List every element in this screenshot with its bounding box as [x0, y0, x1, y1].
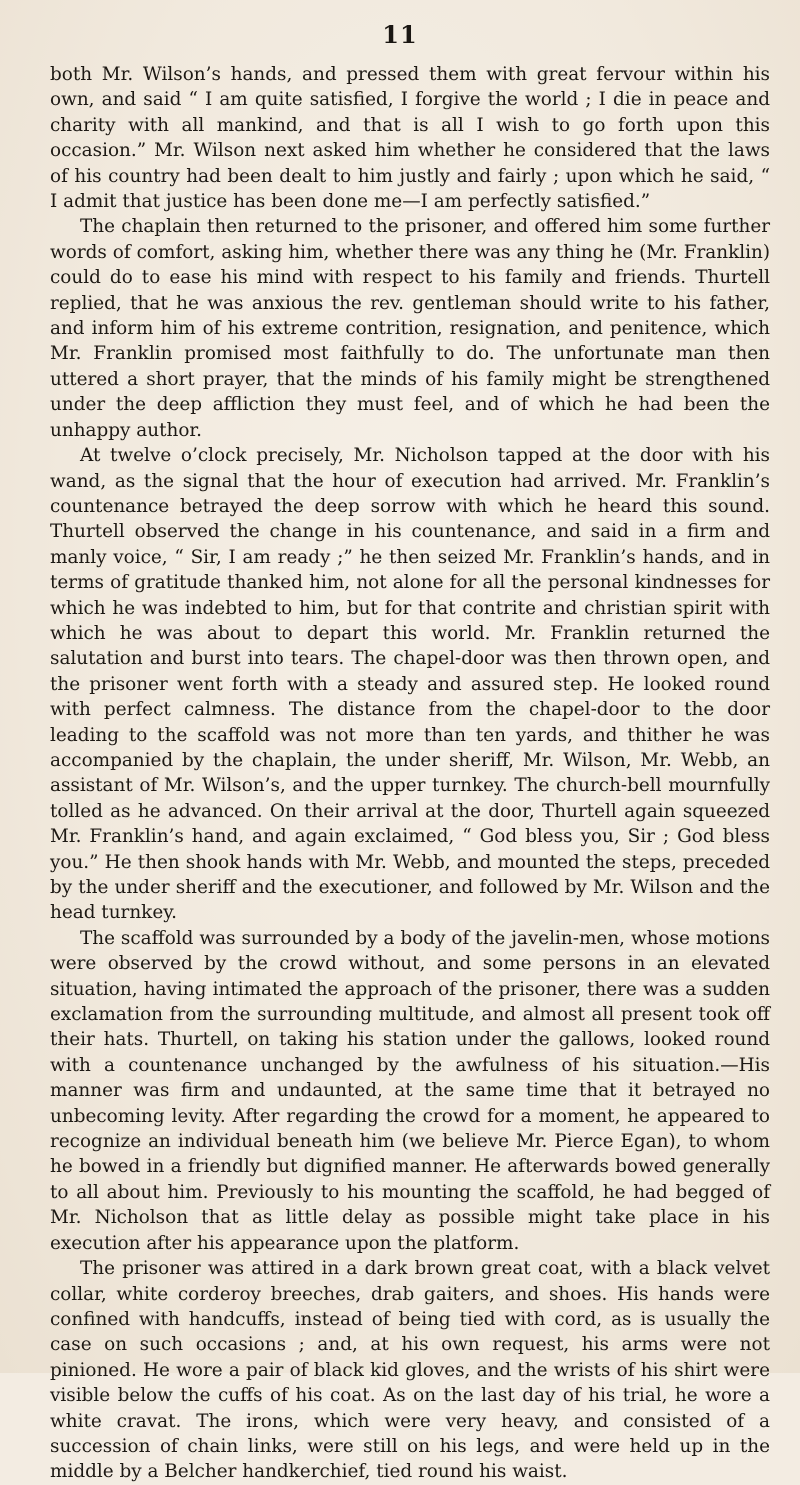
paragraph-attire: The prisoner was attired in a dark brown great coat, with a black velvet collar, white corderoy breeches, drab gaiters, and shoes. His hands were confined with handcuffs, instead of being tied with cord, as is usually the case on such occasions ; and, at his own request, his arms were not pinioned. He wore a pair of black kid gloves, and the wrists of his shirt were visible below the cuffs of his coat. As on the last day of his trial, he wore a white cravat. The irons, which were very heavy, and consisted of a succession of chain links, were still on his legs, and were held up in the middle by a Belcher handkerchief, tied round his waist.	[50, 1258, 770, 1483]
paragraph-chaplain: The chaplain then returned to the prisoner, and offered him some further words of comfort, asking him, whether there was any thing he (Mr. Franklin) could do to ease his mind with respect to his family and friends. Thurtell replied, that he was anxious the rev. gentleman should write to his father, and inform him of his extreme contrition, resignation, and penitence, which Mr. Franklin promised most faithfully to do. The unfortunate man then uttered a short prayer, that the minds of his family might be strengthened under the deep affliction they must feel, and of which he had been the unhappy author.	[50, 216, 770, 441]
paragraph-twelve-oclock: At twelve o’clock precisely, Mr. Nicholson tapped at the door with his wand, as the signal that the hour of execution had arrived. Mr. Franklin’s countenance betrayed the deep sorrow with which he heard this sound. Thurtell observed the change in his countenance, and said in a firm and manly voice, “ Sir, I am ready ;” he then seized Mr. Franklin’s hands, and in terms of gratitude thanked him, not alone for all the personal kindnesses for which he was indebted to him, but for that contrite and christian spirit with which he was about to depart this world. Mr. Franklin returned the salutation and burst into tears. The chapel-door was then thrown open, and the prisoner went forth with a steady and assured step. He looked round with perfect calmness. The distance from the chapel-door to the door leading to the scaffold was not more than ten yards, and thither he was accompanied by the chaplain, the under sheriff, Mr. Wilson, Mr. Webb, an assistant of Mr. Wilson’s, and the upper turnkey. The church-bell mournfully tolled as he advanced. On their arrival at the door, Thurtell again squeezed Mr. Franklin’s hand, and again exclaimed, “ God bless you, Sir ; God bless you.” He then shook hands with Mr. Webb, and mounted the steps, preceded by the under sheriff and the executioner, and followed by Mr. Wilson and the head turnkey.	[50, 445, 770, 924]
paragraph-continuation: both Mr. Wilson’s hands, and pressed them with great fervour within his own, and said “ I am quite satisfied, I forgive the world ; I die in peace and charity with all mankind, and that is all I wish to go forth upon this occasion.” Mr. Wilson next asked him whether he considered that the laws of his country had been dealt to him justly and fairly ; upon which he said, “ I admit that justice has been done me—I am perfectly satisfied.”	[50, 64, 770, 213]
page-text	[50, 62, 770, 1485]
page-number: 11	[382, 20, 418, 49]
paragraph-scaffold: The scaffold was surrounded by a body of the javelin-men, whose motions were observed by the crowd without, and some persons in an elevated situation, having intimated the approach of the prisoner, there was a sudden exclamation from the surrounding multitude, and almost all present took off their hats. Thurtell, on taking his station under the gallows, looked round with a countenance unchanged by the awfulness of his situation.—His manner was firm and undaunted, at the same time that it betrayed no unbecoming levity. After regarding the crowd for a moment, he appeared to recognize an individual beneath him (we believe Mr. Pierce Egan), to whom he bowed in a friendly but dignified manner. He afterwards bowed generally to all about him. Previously to his mounting the scaffold, he had begged of Mr. Nicholson that as little delay as possible might take place in his execution after his appearance upon the platform.	[50, 927, 770, 1254]
